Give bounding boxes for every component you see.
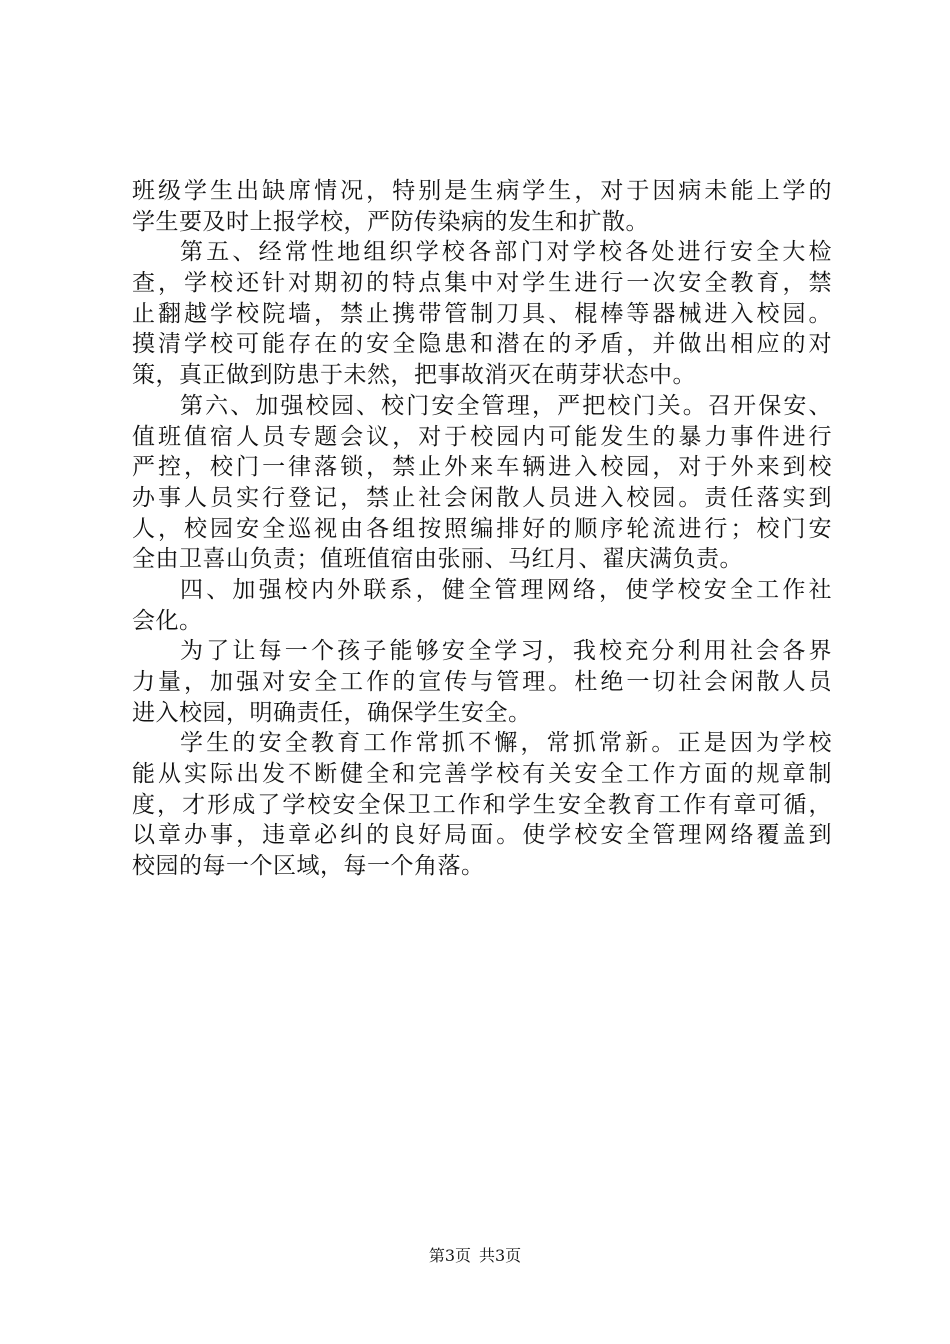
text-line: 为了让每一个孩子能够安全学习，我校充分利用社会各界 <box>180 638 832 665</box>
text-line: 力量，加强对安全工作的宣传与管理。杜绝一切社会闲散人员 <box>132 669 832 695</box>
text-line: 第五、经常性地组织学校各部门对学校各处进行安全大检 <box>180 239 832 266</box>
paragraph <box>132 636 832 728</box>
text-line: 班级学生出缺席情况，特别是生病学生，对于因病未能上学的 <box>132 178 832 204</box>
text-line: 会化。 <box>132 607 203 634</box>
text-line: 学生的安全教育工作常抓不懈，常抓常新。正是因为学校 <box>180 730 832 757</box>
text-line: 人，校园安全巡视由各组按照编排好的顺序轮流进行；校门安 <box>132 515 832 542</box>
text-line: 学生要及时上报学校，严防传染病的发生和扩散。 <box>132 208 649 235</box>
text-line: 摸清学校可能存在的安全隐患和潜在的矛盾，并做出相应的对 <box>132 331 832 358</box>
text-line: 值班值宿人员专题会议，对于校园内可能发生的暴力事件进行 <box>132 423 832 450</box>
text-line: 第六、加强校园、校门安全管理，严把校门关。召开保安、 <box>180 392 832 419</box>
text-line: 度，才形成了学校安全保卫工作和学生安全教育工作有章可循， <box>132 791 832 818</box>
page-total: 共3页 <box>479 1246 522 1265</box>
text-line: 严控，校门一律落锁，禁止外来车辆进入校园，对于外来到校 <box>132 454 832 481</box>
text-line: 能从实际出发不断健全和完善学校有关安全工作方面的规章制 <box>132 761 832 788</box>
paragraph <box>132 391 832 575</box>
text-line: 全由卫喜山负责；值班值宿由张丽、马红月、翟庆满负责。 <box>132 546 743 573</box>
paragraph <box>132 237 832 390</box>
paragraph <box>132 728 832 881</box>
text-line: 进入校园，明确责任，确保学生安全。 <box>132 699 532 726</box>
text-line: 办事人员实行登记，禁止社会闲散人员进入校园。责任落实到 <box>132 484 832 511</box>
page-number: 第3页 <box>428 1246 471 1265</box>
document-body <box>132 176 832 882</box>
paragraph <box>132 176 832 237</box>
text-line: 校园的每一个区域，每一个角落。 <box>132 853 485 880</box>
text-line: 策，真正做到防患于未然，把事故消灭在萌芽状态中。 <box>132 362 696 389</box>
page-footer <box>0 1243 950 1266</box>
paragraph <box>132 575 832 636</box>
text-line: 四、加强校内外联系，健全管理网络，使学校安全工作社 <box>180 576 832 603</box>
text-line: 查，学校还针对期初的特点集中对学生进行一次安全教育，禁 <box>132 270 832 297</box>
text-line: 止翻越学校院墙，禁止携带管制刀具、棍棒等器械进入校园。 <box>132 300 832 327</box>
text-line: 以章办事，违章必纠的良好局面。使学校安全管理网络覆盖到 <box>132 822 832 849</box>
